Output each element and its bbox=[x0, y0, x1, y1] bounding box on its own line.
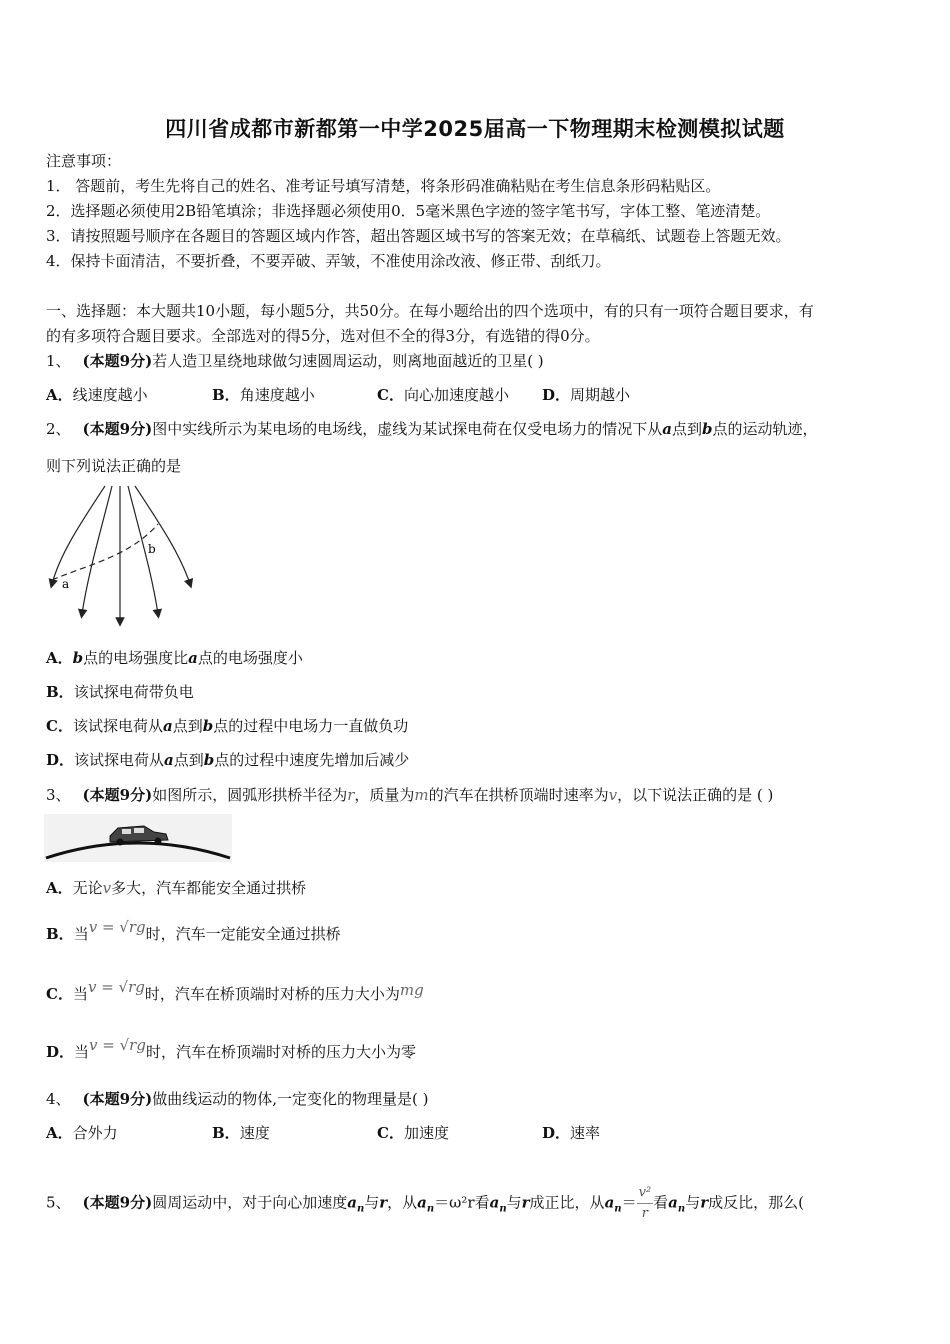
q4-option-c[interactable]: C．加速度 bbox=[377, 1124, 449, 1142]
q2-option-d[interactable]: D．该试探电荷从a点到b点的过程中速度先增加后减少 bbox=[46, 751, 410, 769]
question-5: 5、 (本题9分)圆周运动中，对于向心加速度$a_n$与r，从$a_n=\omega^2r$看$a_n$与r成正比，从$a_n=$ $\frac{\text{v²}}{r}$ 看$a_n$与r成反比，那么( bbox=[46, 1183, 804, 1224]
notice-heading: 注意事项： bbox=[46, 152, 122, 170]
q1-stem: 若人造卫星绕地球做匀速圆周运动，则离地面越近的卫星( ) bbox=[152, 352, 544, 370]
field-line bbox=[82, 486, 112, 614]
q3-option-c[interactable]: C．当v = √rg时，汽车在桥顶端时对桥的压力大小为mg bbox=[46, 978, 424, 1003]
page-title: 四川省成都市新都第一中学2025届高一下物理期末检测模拟试题 bbox=[165, 117, 785, 141]
q1-option-c[interactable]: C．向心加速度越小 bbox=[377, 386, 509, 404]
q1-option-a[interactable]: A．线速度越小 bbox=[46, 386, 148, 404]
q3-option-b[interactable]: B．当v = √rg时，汽车一定能安全通过拱桥 bbox=[46, 918, 341, 943]
notice-item-3: 3．请按照题号顺序在各题目的答题区域内作答，超出答题区域书写的答案无效；在草稿纸、试题卷上答题无效。 bbox=[46, 227, 791, 245]
question-1 bbox=[46, 351, 544, 371]
notice-item-2: 2．选择题必须使用2B铅笔填涂；非选择题必须使用0．5毫米黑色字迹的签字笔书写，字体工整、笔迹清楚。 bbox=[46, 202, 771, 220]
q3-option-a[interactable]: A．无论v多大，汽车都能安全通过拱桥 bbox=[46, 879, 307, 897]
point-b-label: b bbox=[148, 542, 156, 556]
notice-item-1: 1． 答题前，考生先将自己的姓名、准考证号填写清楚，将条形码准确粘贴在考生信息条形码粘贴区。 bbox=[46, 177, 721, 195]
field-line bbox=[52, 486, 105, 584]
q1-option-b[interactable]: B．角速度越小 bbox=[212, 386, 315, 404]
q4-option-a[interactable]: A．合外力 bbox=[46, 1124, 118, 1142]
q1-option-d[interactable]: D．周期越小 bbox=[542, 386, 631, 404]
q4-option-b[interactable]: B．速度 bbox=[212, 1124, 270, 1142]
question-2: 2、 (本题9分)图中实线所示为某电场的电场线，虚线为某试探电荷在仅受电场力的情况下从a点到b点的运动轨迹， bbox=[46, 420, 818, 438]
q2-stem-line2: 则下列说法正确的是 bbox=[46, 457, 182, 475]
notice-item-4: 4．保持卡面清洁，不要折叠，不要弄破、弄皱，不准使用涂改液、修正带、刮纸刀。 bbox=[46, 252, 611, 270]
v-squared-over-r: $\frac{\text{v²}}{r}$ bbox=[638, 1185, 652, 1221]
question-3: 3、 (本题9分)如图所示，圆弧形拱桥半径为r，质量为m的汽车在拱桥顶端时速率为v，以下说法正确的是 ( ) bbox=[46, 786, 774, 804]
section-intro-line2: 的有多项符合题目要求。全部选对的得5分，选对但不全的得3分，有选错的得0分。 bbox=[46, 327, 600, 345]
trajectory bbox=[52, 524, 158, 580]
field-line bbox=[135, 486, 190, 584]
q2-option-b[interactable]: B．该试探电荷带负电 bbox=[46, 683, 194, 701]
section-intro-line1: 一、选择题：本大题共10小题，每小题5分，共50分。在每小题给出的四个选项中，有的只有一项符合题目要求，有 bbox=[46, 302, 814, 320]
q1-number: 1、 bbox=[46, 352, 71, 370]
q4-option-d[interactable]: D．速率 bbox=[542, 1124, 601, 1142]
question-4: 4、 (本题9分)做曲线运动的物体,一定变化的物理量是( ) bbox=[46, 1090, 429, 1108]
q2-option-c[interactable]: C．该试探电荷从a点到b点的过程中电场力一直做负功 bbox=[46, 717, 409, 735]
arch-bridge-figure bbox=[44, 814, 232, 862]
q1-score: (本题9分) bbox=[82, 352, 153, 370]
q2-option-a[interactable]: A．b点的电场强度比a点的电场强度小 bbox=[46, 649, 303, 667]
electric-field-figure bbox=[40, 484, 220, 634]
point-a-label: a bbox=[62, 577, 70, 591]
q3-option-d[interactable]: D．当v = √rg时，汽车在桥顶端时对桥的压力大小为零 bbox=[46, 1036, 416, 1061]
